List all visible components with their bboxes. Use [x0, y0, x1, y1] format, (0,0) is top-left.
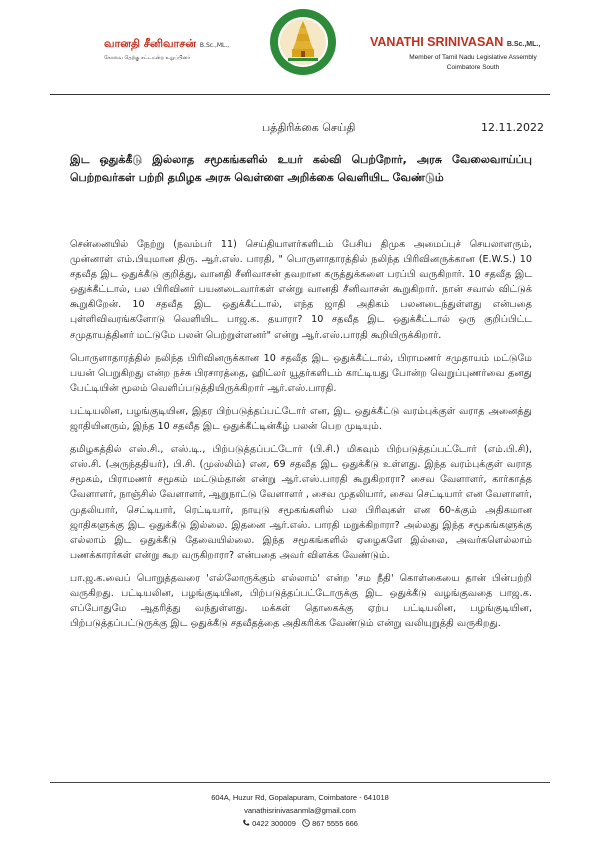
footer-divider: [50, 782, 550, 783]
document-type: பத்திரிக்கை செய்தி: [262, 121, 356, 134]
name-english-text: VANATHI SRINIVASAN: [370, 35, 504, 49]
name-english: [370, 35, 540, 49]
whatsapp-icon: [302, 819, 310, 827]
press-release-body: [70, 237, 532, 639]
paragraph: தமிழகத்தில் எஸ்.சி., எஸ்.டி., பிற்படுத்தப்பட்டோர் (பி.சி.) மிகவும் பிற்படுத்தப்பட்டோர் (எம்.பி.சி), எஸ்.சி. (அருந்ததியர்), பி.சி. (முஸ்லிம்) என, 69 சதவீத இட ஒதுக்கீடு உள்ளது. இந்த வரம்புக்குள் வராத சமூகம், பிராமணர் சமூகம் மட்டும்தான் என்று ஆர்.எஸ்.பாரதி கூறுகிறாரா? சைவ வேளாளர், கார்காத்த வேளாளர், நாஞ்சில் வேளாளர், ஆறுநாட்டு வேளாளர் , சைவ முதலியார், சைவ செட்டியார் என வேளாளர், முதலியார், செட்டியார், ரெட்டியார், நாயுடு சமூகங்களில் பல பிரிவுகள் என 60-க்கும் அதிகமான ஜாதிகளுக்கு இட ஒதுக்கீடு இல்லை. இதனை ஆர்.எஸ். பாரதி மறுக்கிறாரா? அல்லது இந்த சமூகங்களுக்கு எல்லாம் இட ஒதுக்கீடு தேவையில்லை. இந்த சமூகங்களில் ஏழைகளே இல்லை, அவர்களெல்லாம் பணக்காரர்கள் என்று கூற வருகிறாரா? என்பதை அவர் விளக்க வேண்டும்.: [70, 444, 532, 561]
letterhead: [0, 0, 600, 92]
phone-number-2[interactable]: 867 5555 666: [312, 819, 358, 828]
phone-number-1[interactable]: 0422 300009: [252, 819, 296, 828]
subtitle-english: [398, 53, 548, 73]
paragraph: சென்னையில் நேற்று (நவம்பர் 11) செய்தியாளர்களிடம் பேசிய திமுக அமைப்புச் செயலாளரும், முன்னாள் எம்.பியுமான திரு. ஆர்.எஸ். பாரதி, " பொருளாதாரத்தில் நலிந்த பிரிவினருக்கான (E.W.S.) 10 சதவீத இட ஒதுக்கீடு குறித்து, வானதி சீனிவாசன் தவறான கருத்துக்களை பரப்பி வருகிறார். 10 சதவீத இட ஒதுக்கீட்டால், பல பிரிவினர் பயனடைவார்கள் என்று வானதி சீனிவாசன் கூறுகிறார். நான் சவால் விட்டுக் கூறுகிறேன். 10 சதவீத இட ஒதுக்கீட்டால், எந்த ஜாதி அதிகம் பலனடைந்துள்ளது என்பதை புள்ளிவிவரங்களோடு வெளியிட பாஜ.க. தயாரா? 10 சதவீத இட ஒதுக்கீட்டால் ஒரு குறிப்பிட்ட சமுதாயத்தினர் மட்டுமே பலன் பெற்றுள்ளனர்" என்று ஆர்.எஸ்.பாரதி கூறியிருக்கிறார்.: [70, 239, 532, 341]
headline: இட ஒதுக்கீடு இல்லாத சமூகங்களில் உயர் கல்வி பெற்றோர், அரசு வேலைவாய்ப்பு பெற்றவர்கள் பற்றி தமிழக அரசு வெள்ளை அறிக்கை வெளியிட வேண்டும்: [70, 153, 532, 184]
paragraph: பட்டியலின, பழங்குடியின, இதர பிற்படுத்தப்பட்டோர் என, இட ஒதுக்கீட்டு வரம்புக்குள் வராத அனைத்து ஜாதியினரும், இந்த 10 சதவீத இட ஒதுக்கீட்டின்கீழ் பலன் பெற முடியும்.: [70, 405, 532, 433]
footer-phones: [0, 817, 600, 830]
phone-icon: [242, 819, 250, 827]
paragraph: பொருளாதாரத்தில் நலிந்த பிரிவினருக்கான 10 சதவீத இட ஒதுக்கீட்டால், பிராமணர் சமுதாயம் மட்டுமே பயன் பெறுகிறது என்ற நச்சு பிரசாரத்தை, ஹிட்லர் யூதர்களிடம் காட்டியது போன்ற வெறுப்புணர்வை தனது பேட்டியின் மூலம் வெளிப்படுத்தியிருக்கிறார் ஆர்.எஸ்.பாரதி.: [70, 352, 532, 394]
paragraph: பா.ஜ.க.வைப் பொறுத்தவரை 'எல்லோருக்கும் எல்லாம்' என்ற 'சம நீதி' கொள்கையை தான் பின்பற்றி வருகிறது. பட்டியலின, பழங்குடியின, பிற்படுத்தப்பட்டோருக்கு இட ஒதுக்கீடு வழங்குவதை பாஜ.க. எப்போதுமே ஆதரித்து வந்துள்ளது. மக்கள் தொகைக்கு ஏற்ப பட்டியலின, பழங்குடியின, பிற்படுத்தப்பட்டுருக்கு இட ஒதுக்கீடு சதவீதத்தை அதிகரிக்க வேண்டும் என்று வலியுறுத்தி வருகிறது.: [70, 572, 532, 630]
subtitle-english-line1: Member of Tamil Nadu Legislative Assembly: [409, 54, 537, 61]
footer: [0, 791, 600, 830]
degree-tamil: B.Sc.,ML.,: [199, 42, 230, 49]
header-divider: [50, 94, 550, 95]
subtitle-tamil: கோவை தெற்கு சட்டமன்ற உறுப்பினர்: [104, 55, 191, 61]
document-date: 12.11.2022: [481, 121, 544, 134]
tamil-nadu-emblem-icon: [270, 5, 336, 79]
footer-email[interactable]: vanathisrinivasanmla@gmail.com: [244, 806, 356, 815]
name-tamil: [104, 37, 229, 52]
name-tamil-text: வானதி சீனிவாசன்: [104, 37, 197, 50]
degree-english: B.Sc.,ML.,: [506, 41, 541, 48]
subtitle-english-line2: Coimbatore South: [446, 64, 500, 71]
footer-address: 604A, Huzur Rd, Gopalapuram, Coimbatore - 641018: [211, 793, 389, 802]
